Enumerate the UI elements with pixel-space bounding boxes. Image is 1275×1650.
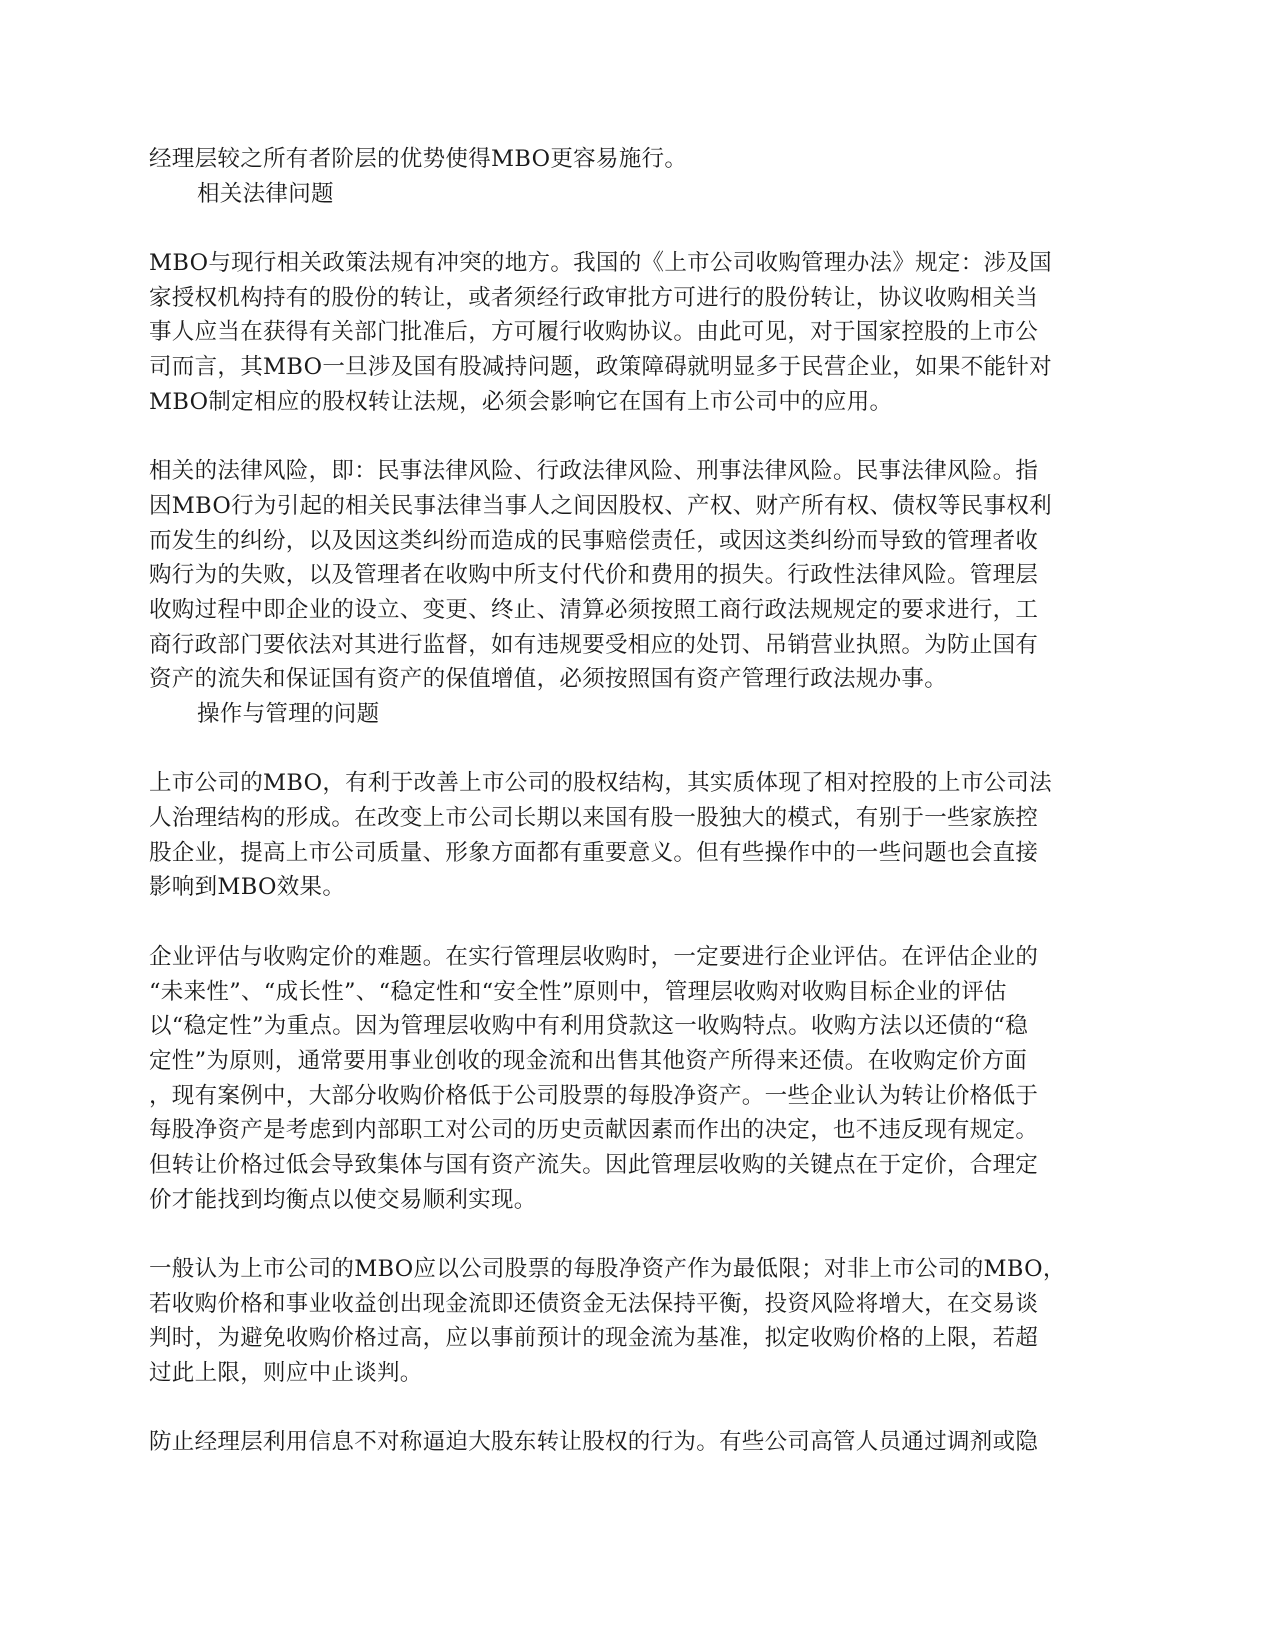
paragraph <box>149 454 1124 697</box>
text-line: “未来性”、“成长性”、“稳定性和“安全性”原则中，管理层收购对收购目标企业的评估 <box>149 978 1007 1005</box>
paragraph-gap <box>149 211 1124 246</box>
text-line: 每股净资产是考虑到内部职工对公司的历史贡献因素而作出的决定，也不违反现有规定。 <box>149 1117 1039 1144</box>
section-heading: 操作与管理的问题 <box>197 701 380 727</box>
document-body <box>149 142 1124 1460</box>
paragraph-gap <box>149 420 1124 455</box>
text-line: 而发生的纠纷，以及因这类纠纷而造成的民事赔偿责任，或因这类纠纷而导致的管理者收 <box>149 527 1039 554</box>
text-line: 商行政部门要依法对其进行监督，如有违规要受相应的处罚、吊销营业执照。为防止国有 <box>149 631 1039 658</box>
paragraph-gap <box>149 905 1124 940</box>
text-line: 经理层较之所有者阶层的优势使得MBO更容易施行。 <box>149 146 688 172</box>
text-line: 价才能找到均衡点以使交易顺利实现。 <box>149 1186 537 1213</box>
text-line: ，现有案例中，大部分收购价格低于公司股票的每股净资产。一些企业认为转让价格低于 <box>149 1082 1039 1109</box>
paragraph <box>149 1252 1124 1391</box>
text-line: 但转让价格过低会导致集体与国有资产流失。因此管理层收购的关键点在于定价，合理定 <box>149 1151 1039 1178</box>
text-line: 防止经理层利用信息不对称逼迫大股东转让股权的行为。有些公司高管人员通过调剂或隐 <box>149 1429 1039 1456</box>
paragraph <box>149 766 1124 905</box>
text-line: 过此上限，则应中止谈判。 <box>149 1360 423 1387</box>
text-line: 家授权机构持有的股份的转让，或者须经行政审批方可进行的股份转让，协议收购相关当 <box>149 284 1039 311</box>
paragraph-gap <box>149 1391 1124 1426</box>
text-line: 股企业，提高上市公司质量、形象方面都有重要意义。但有些操作中的一些问题也会直接 <box>149 839 1039 866</box>
text-line: 判时，为避免收购价格过高，应以事前预计的现金流为基准，拟定收购价格的上限，若超 <box>149 1325 1039 1352</box>
paragraph <box>149 940 1124 1218</box>
text-line: MBO制定相应的股权转让法规，必须会影响它在国有上市公司中的应用。 <box>149 388 893 415</box>
text-line: 事人应当在获得有关部门批准后，方可履行收购协议。由此可见，对于国家控股的上市公 <box>149 319 1039 346</box>
text-line: 一般认为上市公司的MBO应以公司股票的每股净资产作为最低限；对非上市公司的MBO， <box>149 1256 1066 1282</box>
text-line: 司而言，其MBO一旦涉及国有股减持问题，政策障碍就明显多于民营企业，如果不能针对 <box>149 354 1052 381</box>
text-line: 相关的法律风险，即：民事法律风险、行政法律风险、刑事法律风险。民事法律风险。指 <box>149 458 1039 485</box>
text-line: 影响到MBO效果。 <box>149 874 346 901</box>
text-line: 定性”为原则，通常要用事业创收的现金流和出售其他资产所得来还债。在收购定价方面 <box>149 1047 1028 1074</box>
text-line: 以“稳定性”为重点。因为管理层收购中有利用贷款这一收购特点。收购方法以还债的“稳 <box>149 1013 1029 1040</box>
paragraph-gap <box>149 1217 1124 1252</box>
text-line: MBO与现行相关政策法规有冲突的地方。我国的《上市公司收购管理办法》规定：涉及国 <box>149 250 1052 277</box>
paragraph <box>149 246 1124 419</box>
text-line: 企业评估与收购定价的难题。在实行管理层收购时，一定要进行企业评估。在评估企业的 <box>149 943 1039 970</box>
text-line: 人治理结构的形成。在改变上市公司长期以来国有股一股独大的模式，有别于一些家族控 <box>149 805 1039 832</box>
text-line: 收购过程中即企业的设立、变更、终止、清算必须按照工商行政法规规定的要求进行，工 <box>149 596 1039 623</box>
paragraph <box>149 1425 1124 1460</box>
text-line: 因MBO行为引起的相关民事法律当事人之间因股权、产权、财产所有权、债权等民事权利 <box>149 492 1052 519</box>
paragraph <box>149 142 1124 177</box>
section-heading: 相关法律问题 <box>197 180 334 207</box>
text-line: 购行为的失败，以及管理者在收购中所支付代价和费用的损失。行政性法律风险。管理层 <box>149 562 1039 589</box>
text-line: 若收购价格和事业收益创出现金流即还债资金无法保持平衡，投资风险将增大，在交易谈 <box>149 1290 1039 1317</box>
text-line: 上市公司的MBO，有利于改善上市公司的股权结构，其实质体现了相对控股的上市公司法 <box>149 770 1052 797</box>
paragraph-gap <box>149 732 1124 767</box>
text-line: 资产的流失和保证国有资产的保值增值，必须按照国有资产管理行政法规办事。 <box>149 666 948 693</box>
